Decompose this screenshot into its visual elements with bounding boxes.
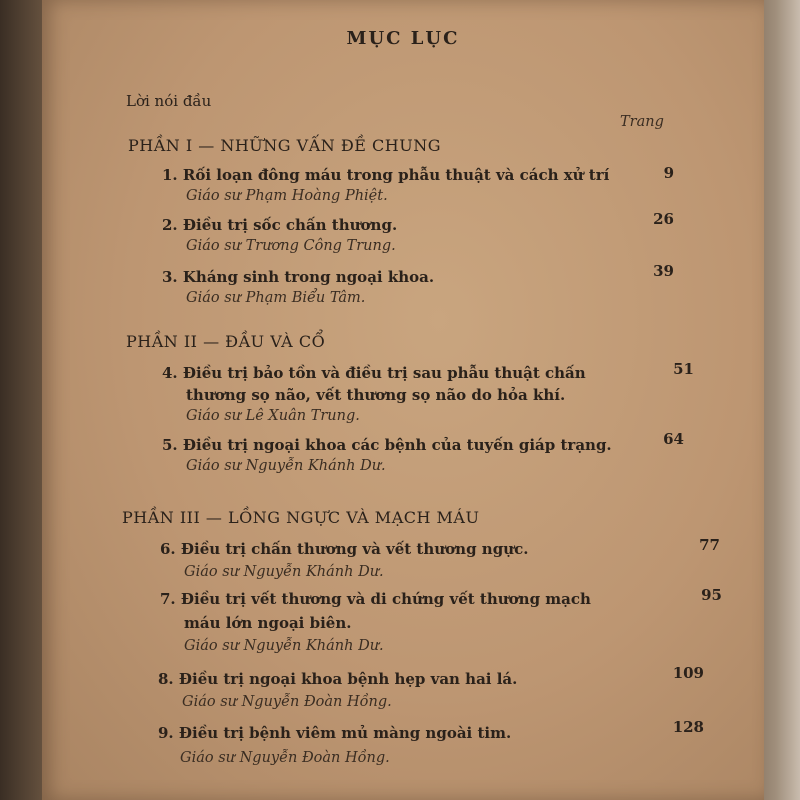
toc-entry-6-author: Giáo sư Nguyễn Khánh Dư. xyxy=(184,564,384,580)
toc-entry-1-page: 9 xyxy=(663,164,674,182)
page-title: MỤC LỤC xyxy=(346,28,460,49)
toc-entry-1-title: 1. Rối loạn đông máu trong phẫu thuật và cách xử trí xyxy=(162,166,610,184)
toc-entry-2-title: 2. Điều trị sốc chấn thương. xyxy=(162,216,398,234)
page-column-label: Trang xyxy=(620,114,664,130)
toc-entry-6-page: 77 xyxy=(699,536,720,554)
toc-entry-5-author: Giáo sư Nguyễn Khánh Dư. xyxy=(186,458,386,474)
toc-entry-7-title: 7. Điều trị vết thương và di chứng vết thương mạch xyxy=(160,590,591,608)
toc-entry-9-page: 128 xyxy=(672,718,704,736)
toc-entry-9-author: Giáo sư Nguyễn Đoàn Hồng. xyxy=(180,750,390,766)
toc-entry-8-page: 109 xyxy=(672,664,704,682)
part-2-title: PHẦN II — ĐẦU VÀ CỔ xyxy=(126,332,326,351)
toc-entry-5-page: 64 xyxy=(663,430,684,448)
toc-entry-2-page: 26 xyxy=(653,210,674,228)
toc-entry-9-title: 9. Điều trị bệnh viêm mủ màng ngoài tim. xyxy=(158,724,512,742)
toc-entry-3-title: 3. Kháng sinh trong ngoại khoa. xyxy=(162,268,435,286)
part-1-title: PHẦN I — NHỮNG VẤN ĐỀ CHUNG xyxy=(128,136,441,155)
toc-entry-8-title: 8. Điều trị ngoại khoa bệnh hẹp van hai lá. xyxy=(158,670,518,688)
toc-entry-8-author: Giáo sư Nguyễn Đoàn Hồng. xyxy=(182,694,392,710)
toc-entry-7-author: Giáo sư Nguyễn Khánh Dư. xyxy=(184,638,384,654)
preface-entry: Lời nói đầu xyxy=(126,92,212,110)
toc-entry-4-title: 4. Điều trị bảo tồn và điều trị sau phẫu thuật chấn xyxy=(162,364,586,382)
toc-entry-4-author: Giáo sư Lê Xuân Trung. xyxy=(186,408,360,424)
toc-entry-6-title: 6. Điều trị chấn thương và vết thương ngực. xyxy=(160,540,529,558)
toc-entry-3-author: Giáo sư Phạm Biểu Tâm. xyxy=(186,290,366,306)
toc-entry-7-page: 95 xyxy=(701,586,722,604)
toc-entry-1-author: Giáo sư Phạm Hoàng Phiệt. xyxy=(186,188,388,204)
toc-entry-4-title-cont: thương sọ não, vết thương sọ não do hỏa khí. xyxy=(186,386,566,404)
toc-entry-7-title-cont: máu lớn ngoại biên. xyxy=(184,614,352,632)
toc-entry-2-author: Giáo sư Trương Công Trung. xyxy=(186,238,396,254)
part-3-title: PHẦN III — LỒNG NGỰC VÀ MẠCH MÁU xyxy=(122,508,480,527)
toc-page xyxy=(42,0,764,800)
toc-entry-4-page: 51 xyxy=(673,360,694,378)
toc-entry-5-title: 5. Điều trị ngoại khoa các bệnh của tuyến giáp trạng. xyxy=(162,436,612,454)
toc-entry-3-page: 39 xyxy=(653,262,674,280)
